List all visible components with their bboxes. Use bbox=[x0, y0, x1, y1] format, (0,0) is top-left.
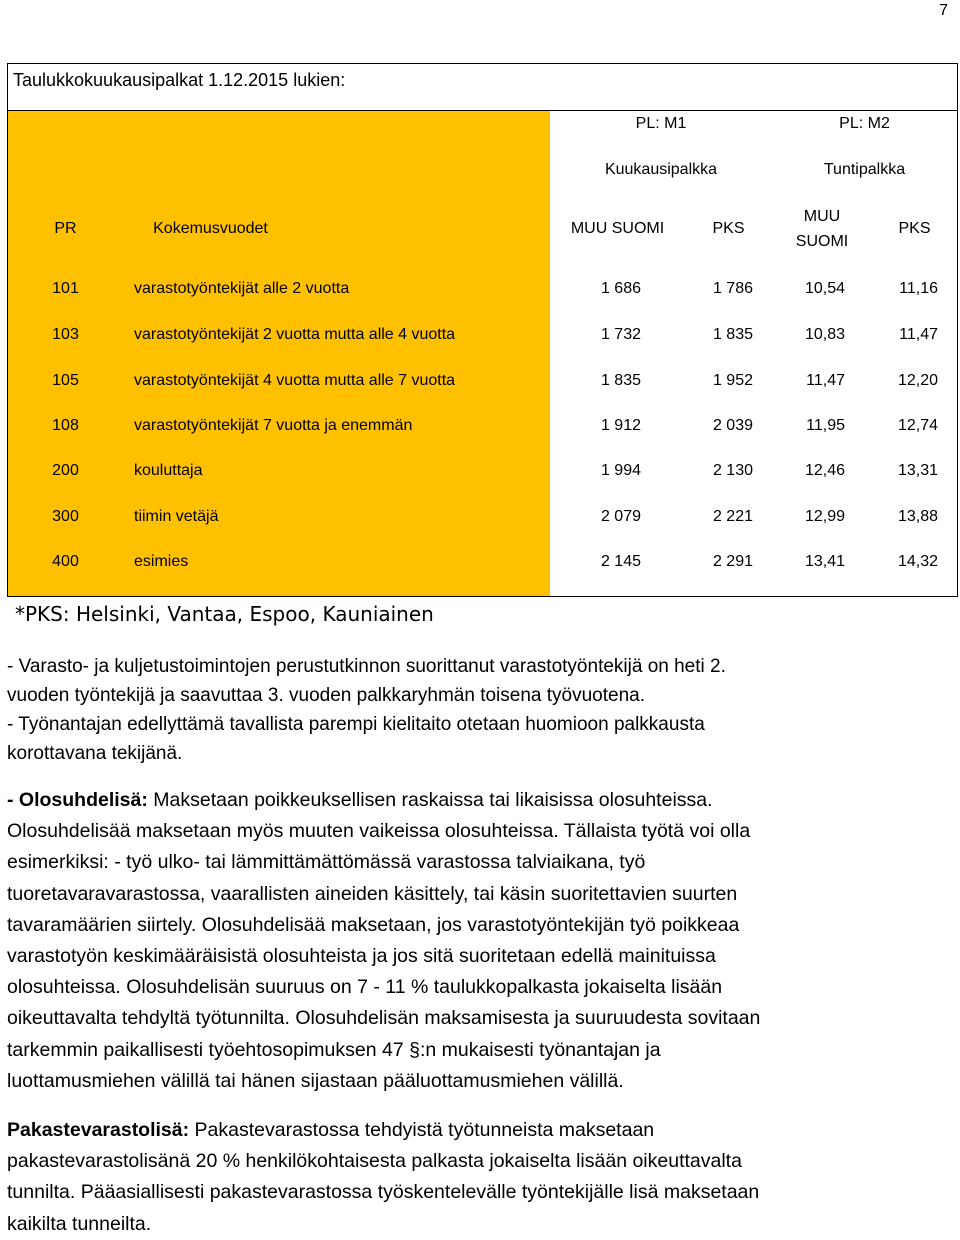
table-caption-row bbox=[8, 64, 957, 111]
row-desc: esimies bbox=[134, 553, 189, 570]
row-m2-pks: 14,32 bbox=[897, 553, 938, 570]
text-line: Olosuhdelisää maksetaan myös muuten vaikeissa olosuhteissa. Tällaista työtä voi olla bbox=[7, 820, 751, 843]
header-m1-muu-suomi: MUU SUOMI bbox=[570, 220, 665, 237]
row-m2-pks: 11,16 bbox=[899, 280, 938, 297]
row-m1-pks: 1 835 bbox=[712, 326, 753, 343]
text-line: pakastevarastolisänä 20 % henkilökohtaisesta palkasta jokaiselta lisään oikeuttavalta bbox=[7, 1150, 742, 1173]
row-desc: kouluttaja bbox=[134, 462, 203, 479]
row-m2-pks: 11,47 bbox=[899, 326, 938, 343]
row-pr: 200 bbox=[52, 462, 79, 479]
row-m2-muu: 10,83 bbox=[804, 326, 845, 343]
row-m2-muu: 10,54 bbox=[804, 280, 845, 297]
pakastevarastolisa-label: Pakastevarastolisä: bbox=[7, 1119, 190, 1141]
row-m2-pks: 13,88 bbox=[897, 508, 938, 525]
row-m2-muu: 12,46 bbox=[804, 462, 845, 479]
header-m2-muu: MUU bbox=[803, 208, 841, 225]
header-pr: PR bbox=[54, 220, 77, 237]
table-caption: Taulukkokuukausipalkat 1.12.2015 lukien: bbox=[13, 70, 346, 90]
text-line: korottavana tekijänä. bbox=[7, 743, 183, 764]
header-pl-m1: PL: M1 bbox=[635, 115, 687, 132]
text-line: - Varasto- ja kuljetustoimintojen perustutkinnon suorittanut varastotyöntekijä on heti 2. bbox=[7, 656, 726, 677]
row-pr: 300 bbox=[52, 508, 79, 525]
header-tuntipalkka: Tuntipalkka bbox=[823, 161, 906, 178]
row-pr: 105 bbox=[52, 372, 79, 389]
salary-table bbox=[7, 63, 958, 597]
row-m1-muu: 2 079 bbox=[600, 508, 641, 525]
header-kokemusvuodet: Kokemusvuodet bbox=[153, 220, 268, 237]
row-m1-pks: 1 786 bbox=[712, 280, 753, 297]
header-pl-m2: PL: M2 bbox=[839, 115, 890, 132]
page-number: 7 bbox=[939, 2, 948, 19]
row-m2-muu: 13,41 bbox=[804, 553, 845, 570]
row-pr: 108 bbox=[52, 417, 79, 434]
row-m1-pks: 2 221 bbox=[712, 508, 753, 525]
text-line: tavaramäärien siirtely. Olosuhdelisää maksetaan, jos varastotyöntekijän työ poikkeaa bbox=[7, 913, 740, 936]
header-m1-pks: PKS bbox=[712, 220, 745, 237]
text-line: esimerkiksi: - työ ulko- tai lämmittämättömässä varastossa talviaikana, työ bbox=[7, 851, 646, 874]
row-m1-muu: 2 145 bbox=[600, 553, 641, 570]
text-line: tunnilta. Pääasiallisesti pakastevarastossa työskentelevälle työntekijälle lisä maksetaan bbox=[7, 1181, 760, 1204]
row-m1-muu: 1 912 bbox=[600, 417, 641, 434]
row-m1-muu: 1 835 bbox=[600, 372, 641, 389]
row-desc: varastotyöntekijät 2 vuotta mutta alle 4 vuotta bbox=[134, 326, 456, 343]
row-desc: varastotyöntekijät 4 vuotta mutta alle 7 vuotta bbox=[134, 372, 456, 389]
paragraph-olosuhdelisa bbox=[7, 785, 959, 1097]
row-m2-muu: 11,47 bbox=[806, 372, 845, 389]
text-line: tarkemmin paikallisesti työehtosopimuksen 47 §:n mukaisesti työnantajan ja bbox=[7, 1038, 661, 1061]
header-m2-pks: PKS bbox=[898, 220, 931, 237]
row-m2-muu: 12,99 bbox=[804, 508, 845, 525]
text-line: varastotyön keskimääräisistä olosuhteista ja jos sitä suoritetaan edellä mainituissa bbox=[7, 945, 716, 968]
text-line: - Työnantajan edellyttämä tavallista parempi kielitaito otetaan huomioon palkkausta bbox=[7, 714, 705, 735]
text-line bbox=[7, 1115, 959, 1146]
row-m1-muu: 1 686 bbox=[600, 280, 641, 297]
row-desc: varastotyöntekijät alle 2 vuotta bbox=[134, 280, 350, 297]
text-line: oikeuttavalta tehdyltä työtunnilta. Olosuhdelisän maksamisesta ja suuruudesta sovitaan bbox=[7, 1007, 761, 1030]
row-m1-muu: 1 732 bbox=[600, 326, 641, 343]
row-m2-pks: 13,31 bbox=[897, 462, 938, 479]
row-m2-pks: 12,20 bbox=[897, 372, 938, 389]
pks-note: *PKS: Helsinki, Vantaa, Espoo, Kauniainen bbox=[15, 602, 434, 626]
pakastevarastolisa-intro: Pakastevarastossa tehdyistä työtunneista maksetaan bbox=[189, 1119, 655, 1141]
header-kuukausipalkka: Kuukausipalkka bbox=[604, 161, 718, 178]
row-m2-muu: 11,95 bbox=[806, 417, 845, 434]
row-m1-muu: 1 994 bbox=[600, 462, 641, 479]
row-m1-pks: 2 039 bbox=[712, 417, 753, 434]
header-m2-suomi: SUOMI bbox=[795, 233, 849, 250]
row-pr: 103 bbox=[52, 326, 79, 343]
row-pr: 101 bbox=[52, 280, 79, 297]
row-m2-pks: 12,74 bbox=[897, 417, 938, 434]
row-m1-pks: 2 291 bbox=[712, 553, 753, 570]
row-desc: varastotyöntekijät 7 vuotta ja enemmän bbox=[134, 417, 413, 434]
row-desc: tiimin vetäjä bbox=[134, 508, 219, 525]
text-line: luottamusmiehen välillä tai hänen sijastaan pääluottamusmiehen välillä. bbox=[7, 1069, 624, 1092]
row-pr: 400 bbox=[52, 553, 79, 570]
olosuhdelisa-label: - Olosuhdelisä: bbox=[7, 789, 148, 811]
text-line: tuoretavaravarastossa, vaarallisten aineiden käsittely, tai käsin suoritettavien suurten bbox=[7, 882, 738, 905]
paragraph-pakastevarastolisa bbox=[7, 1115, 959, 1240]
olosuhdelisa-intro: Maksetaan poikkeuksellisen raskaissa tai likaisissa olosuhteissa. bbox=[147, 789, 713, 811]
paragraph-perustutkinto bbox=[7, 652, 957, 768]
text-line: kaikilta tunneilta. bbox=[7, 1212, 152, 1235]
row-m1-pks: 1 952 bbox=[712, 372, 753, 389]
row-m1-pks: 2 130 bbox=[712, 462, 753, 479]
text-line bbox=[7, 785, 959, 816]
text-line: vuoden työntekijä ja saavuttaa 3. vuoden palkkaryhmän toisena työvuotena. bbox=[7, 685, 645, 706]
text-line: olosuhteissa. Olosuhdelisän suuruus on 7 - 11 % taulukkopalkasta jokaiselta lisään bbox=[7, 976, 723, 999]
